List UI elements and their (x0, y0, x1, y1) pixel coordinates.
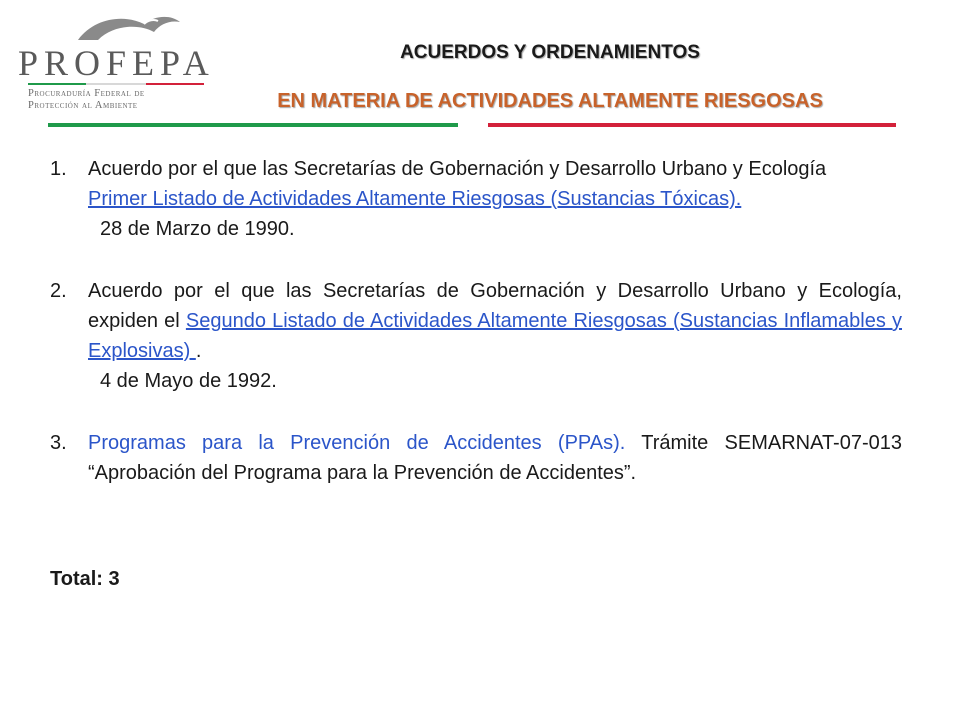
list-item (50, 276, 902, 396)
logo-subtitle (28, 88, 145, 112)
item-date: 28 de Marzo de 1990. (100, 218, 295, 240)
logo-subtitle-line1: Procuraduría Federal de (28, 88, 145, 99)
page-title: ACUERDOS Y ORDENAMIENTOS (400, 42, 700, 63)
list-item (50, 428, 902, 488)
item-text-after: Trámite SEMARNAT-07-013 “Aprobación del Programa para la Prevención de Accidentes”. (88, 432, 902, 484)
logo-subtitle-line2: Protección al Ambiente (28, 100, 138, 111)
segundo-listado-link[interactable]: Segundo Listado de Actividades Altamente Riesgosas (Sustancias Inflamables y Explosivas) (88, 310, 902, 362)
item-body (88, 154, 902, 244)
primer-listado-link[interactable]: Primer Listado de Actividades Altamente Riesgosas (88, 188, 551, 210)
item-text: Acuerdo por el que las Secretarías de Gobernación y Desarrollo Urbano y Ecología (88, 158, 827, 180)
page-subtitle: EN MATERIA DE ACTIVIDADES ALTAMENTE RIESGOSAS (277, 90, 823, 112)
item-number: 1. (50, 158, 67, 180)
ppa-programs-link[interactable]: Programas para la Prevención de Accidentes (PPAs). (88, 432, 626, 454)
item-text-after: . (195, 340, 202, 362)
item-body (88, 276, 902, 396)
item-number: 3. (50, 432, 67, 454)
logo-wordmark: PROFEPA (18, 43, 215, 83)
item-text: Acuerdo por el que las Secretarías de Gobernación y Desarrollo Urbano y Ecología, expiden el (88, 280, 902, 332)
eagle-emblem-icon (74, 10, 184, 46)
item-number: 2. (50, 280, 67, 302)
item-body (88, 428, 902, 488)
logo-tricolor-rule (28, 83, 204, 86)
green-divider (48, 123, 458, 127)
agreements-list (50, 154, 902, 520)
list-item (50, 154, 902, 244)
red-divider (488, 123, 896, 127)
total-count: Total: 3 (50, 568, 120, 590)
item-date: 4 de Mayo de 1992. (100, 370, 277, 392)
profepa-logo (14, 10, 214, 110)
sustancias-toxicas-link[interactable]: (Sustancias Tóxicas). (550, 188, 742, 210)
